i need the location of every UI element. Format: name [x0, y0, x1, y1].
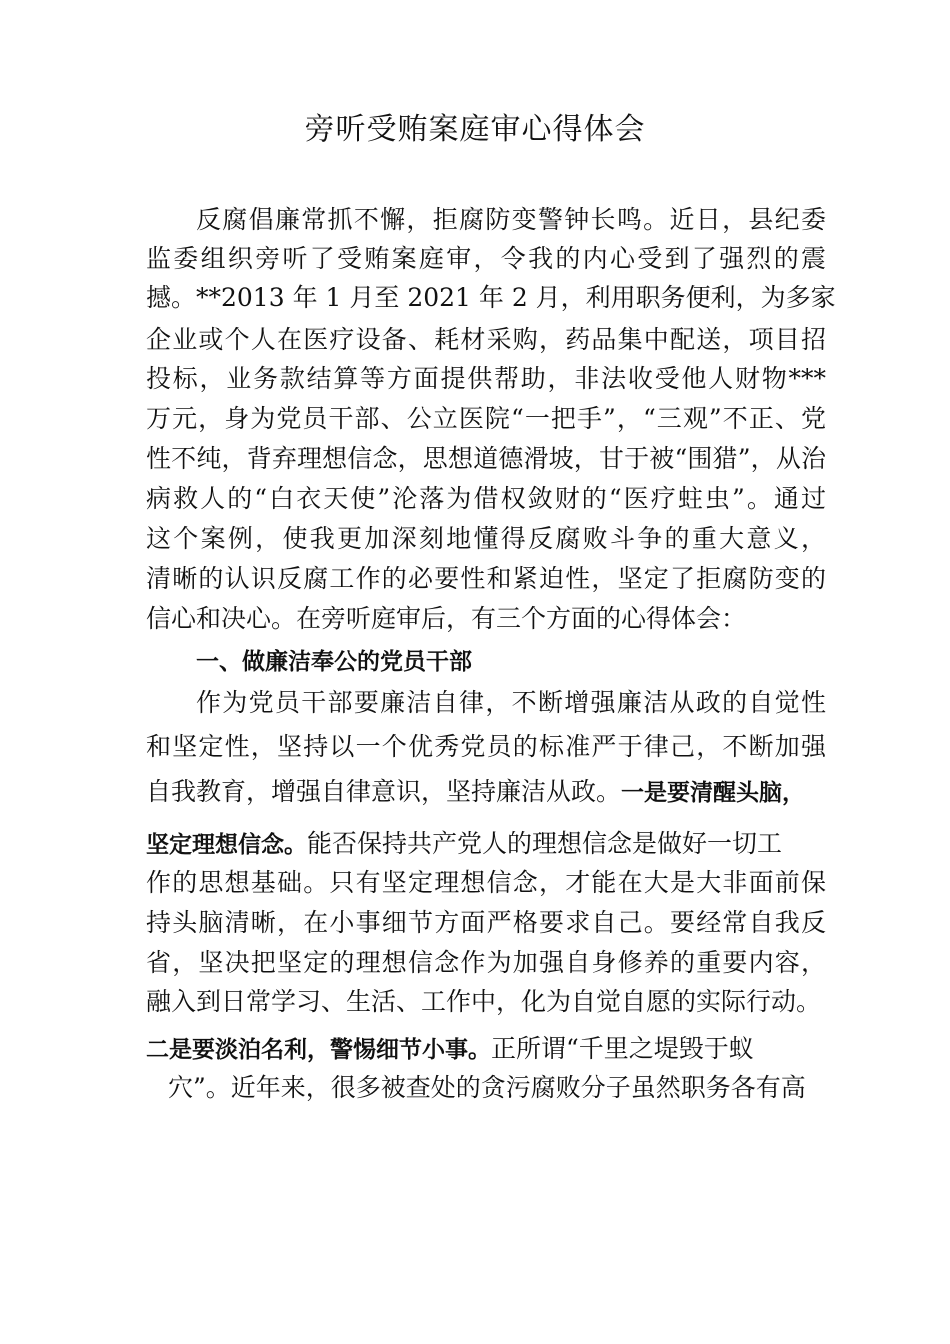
document-title: 旁听受贿案庭审心得体会: [304, 112, 646, 147]
paragraph-text: 能否保持共产党人的理想信念是做好一切工: [307, 829, 783, 858]
paragraph-line: 融入到日常学习、生活、工作中，化为自觉自愿的实际行动。: [146, 987, 822, 1016]
paragraph-line: 作为党员干部要廉洁自律，不断增强廉洁从政的自觉性: [196, 688, 826, 717]
paragraph-line: 信心和决心。在旁听庭审后，有三个方面的心得体会：: [146, 604, 747, 633]
paragraph-text: 正所谓“千里之堤毁于蚁: [491, 1034, 754, 1063]
paragraph-line: [146, 775, 826, 810]
bold-lead-phrase: 二是要淡泊名利，警惕细节小事。: [146, 1037, 491, 1063]
paragraph-line: 作的思想基础。只有坚定理想信念，才能在大是大非面前保: [146, 868, 826, 897]
paragraph-text: 自我教育，增强自律意识，坚持廉洁从政。: [146, 777, 622, 806]
paragraph-line: 性不纯，背弃理想信念，思想道德滑坡，甘于被“围猎”，从治: [146, 444, 826, 473]
paragraph-line: 这个案例，使我更加深刻地懂得反腐败斗争的重大意义，: [146, 524, 826, 553]
paragraph-line: 清晰的认识反腐工作的必要性和紧迫性，坚定了拒腐防变的: [146, 564, 826, 593]
bold-lead-phrase: 坚定理想信念。: [146, 832, 307, 858]
paragraph-line: 省，坚决把坚定的理想信念作为加强自身修养的重要内容，: [146, 948, 826, 977]
paragraph-line: 企业或个人在医疗设备、耗材采购，药品集中配送，项目招: [146, 325, 826, 354]
section-heading: 一、做廉洁奉公的党员干部: [196, 649, 472, 675]
bold-lead-phrase: 一是要清醒头脑，: [621, 780, 806, 806]
paragraph-line: 万元，身为党员干部、公立医院“一把手”，“三观”不正、党: [146, 404, 826, 433]
paragraph-line: 和坚定性，坚持以一个优秀党员的标准严于律己，不断加强: [146, 732, 826, 761]
paragraph-line: 病救人的“白衣天使”沦落为借权敛财的“医疗蛀虫”。通过: [146, 484, 826, 513]
paragraph-line: 持头脑清晰，在小事细节方面严格要求自己。要经常自我反: [146, 908, 826, 937]
paragraph-line: [146, 827, 826, 862]
paragraph-line: 监委组织旁听了受贿案庭审，令我的内心受到了强烈的震: [146, 244, 826, 273]
paragraph-line: 投标，业务款结算等方面提供帮助，非法收受他人财物***: [146, 364, 826, 393]
paragraph-line: [146, 1032, 826, 1067]
paragraph-line: 撼。**2013 年 1 月至 2021 年 2 月，利用职务便利，为多家: [146, 283, 836, 312]
paragraph-line: 反腐倡廉常抓不懈，拒腐防变警钟长鸣。近日，县纪委: [196, 205, 826, 234]
paragraph-line: 穴”。近年来，很多被查处的贪污腐败分子虽然职务各有高: [168, 1073, 806, 1102]
